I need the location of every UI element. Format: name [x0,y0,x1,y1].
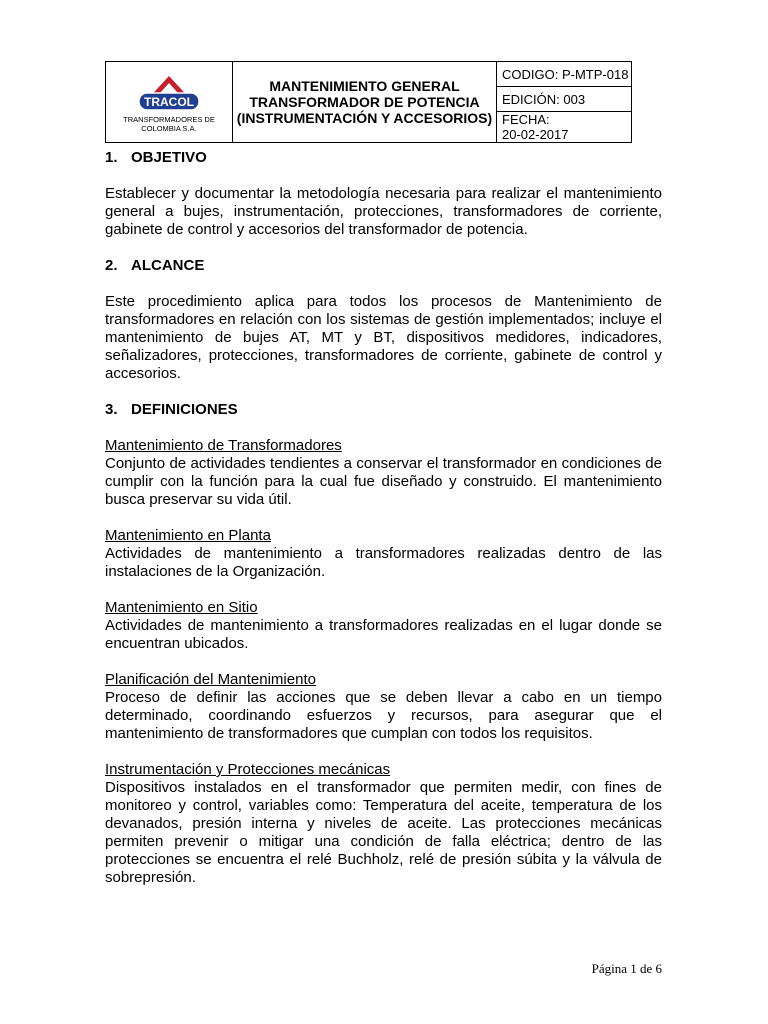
alcance-text: Este procedimiento aplica para todos los procesos de Mantenimiento de transformadores en relación con los sistemas de gestión implementados; incluye el mantenimiento de bujes AT, MT y BT, dispositivos medidores, indicadores, señalizadores, protecciones, transformadores de corriente, gabinete de control y accesorios. [105,293,662,382]
code-label: CODIGO: [502,66,559,82]
code-value: P-MTP-018 [561,66,629,82]
definition-term: Instrumentación y Protecciones mecánicas [105,761,391,778]
document-date [497,112,632,143]
definition-term: Mantenimiento en Planta [105,527,271,544]
logo-cell [106,62,233,143]
section-heading-objetivo [105,149,662,167]
objetivo-text: Establecer y documentar la metodología necesaria para realizar el mantenimiento general a bujes, instrumentación, protecciones, transformadores de corriente, gabinete de control y accesorios del transformador de potencia. [105,185,662,238]
date-label: FECHA: [502,112,550,127]
title-line: MANTENIMIENTO GENERAL [269,78,460,94]
definition-term: Planificación del Mantenimiento [105,671,316,688]
definition-item [105,437,662,509]
section-number: 2. [105,257,118,274]
date-value: 20-02-2017 [502,127,569,142]
section-title: ALCANCE [131,257,205,274]
definition-text: Actividades de mantenimiento a transformadores realizadas dentro de las instalaciones de la Organización. [105,545,662,580]
document-code [497,62,632,87]
company-line: TRANSFORMADORES DE [123,114,215,124]
company-logo [137,72,201,114]
document-body [105,149,662,887]
definition-item [105,599,662,653]
title-line: (INSTRUMENTACIÓN Y ACCESORIOS) [236,110,493,126]
title-line: TRANSFORMADOR DE POTENCIA [249,94,480,110]
definition-term: Mantenimiento de Transformadores [105,437,342,454]
svg-text:TRACOL: TRACOL [144,94,194,109]
definition-item [105,761,662,887]
document-header [105,61,632,143]
definition-text: Actividades de mantenimiento a transformadores realizadas en el lugar donde se encuentran ubicados. [105,617,662,652]
company-name [106,115,232,133]
definition-item [105,671,662,743]
edition-label: EDICIÓN: [502,91,560,107]
document-title [233,62,497,143]
definition-text: Dispositivos instalados en el transformador que permiten medir, con fines de monitoreo y control, variables como: Temperatura del aceite, temperatura de los devanados, presión interna y niveles de aceite. Las protecciones mecánicas permiten prevenir o mitigar una condición de falla eléctrica; dentro de las protecciones se encuentra el relé Buchholz, relé de presión súbita y la válvula de sobrepresión. [105,779,662,886]
section-title: OBJETIVO [131,149,207,166]
definition-text: Proceso de definir las acciones que se deben llevar a cabo en un tiempo determinado, coordinando esfuerzos y recursos, para asegurar que el mantenimiento de transformadores que cumplan con todos los requisitos. [105,689,662,742]
document-edition [497,87,632,112]
definition-item [105,527,662,581]
section-number: 1. [105,149,118,166]
section-heading-alcance [105,257,662,275]
company-line: COLOMBIA S.A. [141,123,197,133]
section-title: DEFINICIONES [131,401,238,418]
definition-term: Mantenimiento en Sitio [105,599,258,616]
page-number: Página 1 de 6 [591,961,662,976]
section-heading-definiciones [105,401,662,419]
section-number: 3. [105,401,118,418]
definition-text: Conjunto de actividades tendientes a conservar el transformador en condiciones de cumplir con la función para la cual fue diseñado y construido. El mantenimiento busca preservar su vida útil. [105,455,662,508]
edition-value: 003 [563,91,586,107]
